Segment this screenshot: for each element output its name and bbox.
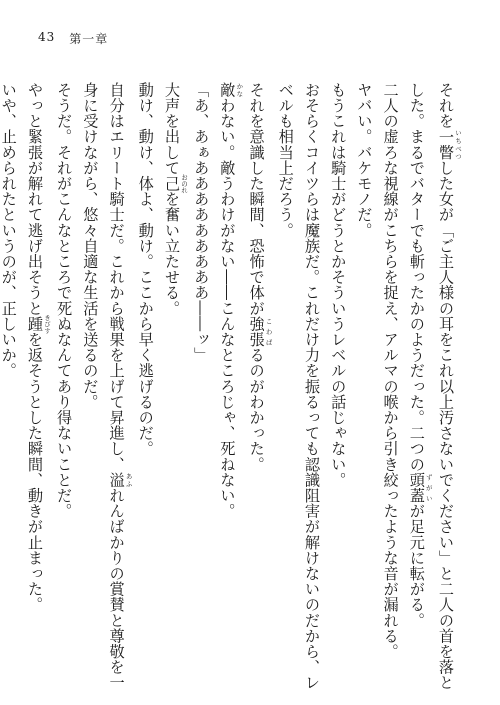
text-line [243, 82, 272, 682]
text-line [273, 82, 299, 682]
text-line [433, 82, 462, 691]
text-segment: もうこれは騎士がどうとかそういうレベルの話じゃない。 [329, 82, 348, 488]
ruby-reading: おのれ [179, 173, 188, 194]
text-line [188, 82, 214, 682]
ruby-base: 己 [162, 173, 181, 194]
text-segment: した女が「ご主人様の耳をこれ以上汚さないでください」と二人の首を落と [437, 160, 455, 691]
text-segment: 二人の虚ろな視線がこちらを捉え、アルマの喉から引き絞ったような音が漏れる。 [381, 82, 400, 660]
text-segment: それを意識した瞬間、恐怖で体が [247, 82, 266, 316]
text-line [77, 82, 103, 682]
ruby-reading: あふ [124, 472, 133, 488]
text-segment: 動け、動け、体よ、動け。ここから早く逃げるのだ。 [136, 82, 155, 457]
page-number: 43 [38, 30, 56, 44]
ruby-reading: こわば [264, 316, 273, 348]
text-segment: いや、止められたというのが、正しいか。 [0, 82, 18, 379]
text-segment: ヤバい。バケモノだ。 [355, 82, 374, 238]
text-line [299, 82, 325, 691]
text-segment: ベルも相当上だろう。 [276, 82, 295, 238]
text-segment: やっと緊張が解れて逃げ出そうと [25, 82, 44, 316]
ruby-reading: かな [235, 82, 244, 98]
text-segment: 「あ、あぁあああああああああ――ッ」 [192, 82, 211, 363]
ruby-reading: いちべつ [454, 128, 462, 160]
chapter-title: 第一章 [69, 32, 109, 46]
text-line [159, 82, 188, 682]
ruby-reading: きびす [42, 314, 51, 334]
body-text [0, 82, 462, 691]
ruby-base: 溢 [107, 472, 126, 488]
text-segment: 自分はエリート騎士だ。これから戦果を上げて昇進し、 [107, 82, 126, 472]
ruby-base: 頭蓋 [407, 472, 426, 504]
text-segment: を奮い立たせる。 [162, 191, 181, 317]
text-line [351, 82, 377, 682]
text-segment: そうだ。それがこんなところで死ぬなんてあり得ないことだ。 [55, 82, 74, 519]
text-line [404, 82, 433, 682]
ruby-base: 踵 [25, 314, 44, 334]
ruby-word [407, 472, 433, 504]
text-segment: した。まるでバターでも斬ったかのようだった。二つの [407, 82, 426, 472]
text-line [325, 82, 351, 682]
ruby-word [247, 316, 273, 348]
page-header [38, 30, 108, 47]
text-segment: 身に受けながら、悠々自適な生活を送るのだ。 [81, 82, 100, 410]
text-line [377, 82, 403, 682]
text-segment: を返そうとした瞬間、動きが止まった。 [25, 331, 44, 613]
ruby-word [25, 314, 51, 334]
text-segment: おそらくコイツらは魔族だ。これだけ力を振るっても認識阻害が解けないのだから、レ [302, 82, 321, 691]
text-line [51, 82, 77, 682]
ruby-word [218, 82, 244, 98]
ruby-base: 強張 [247, 316, 266, 348]
text-line [133, 82, 159, 682]
ruby-base: 一瞥 [437, 128, 455, 161]
text-line [22, 82, 51, 682]
ruby-word [107, 472, 133, 488]
text-segment: が足元に転がる。 [407, 503, 426, 629]
text-segment: 大声を出して [162, 82, 181, 176]
ruby-reading: ずがい [424, 472, 433, 504]
text-segment: れんばかりの賞賛と尊敬を一 [107, 487, 126, 691]
text-line [214, 82, 243, 682]
text-segment: それを [437, 82, 455, 129]
text-segment: わない。敵うわけがない――こんなところじゃ、死ねない。 [218, 97, 237, 519]
text-line [103, 82, 133, 691]
ruby-word [437, 128, 462, 161]
ruby-base: 敵 [218, 82, 237, 98]
ruby-word [162, 173, 188, 194]
text-line [0, 82, 22, 682]
text-segment: るのがわかった。 [247, 347, 266, 473]
